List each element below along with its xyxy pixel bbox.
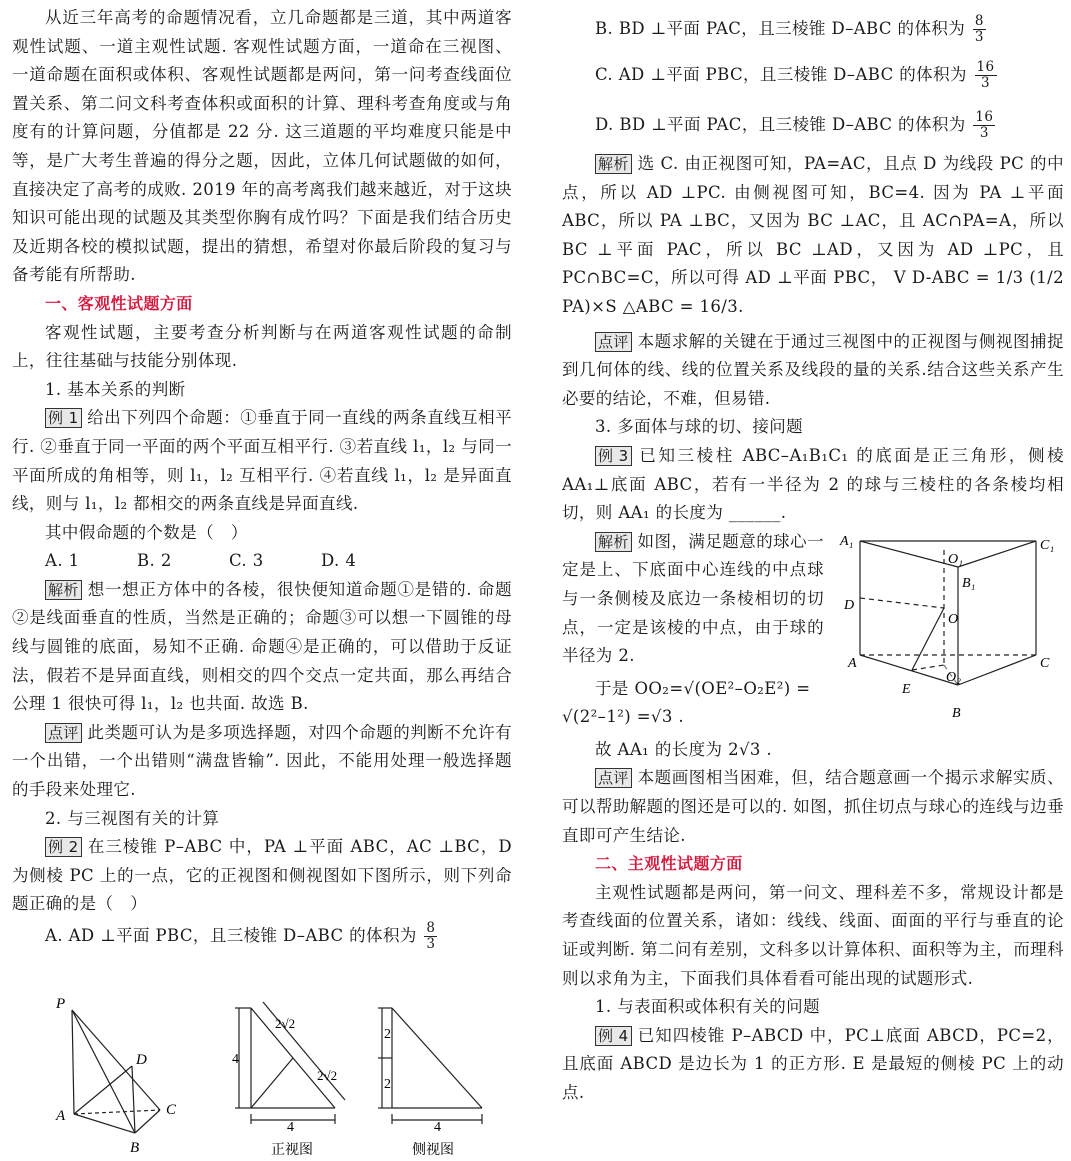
- option-a-text: A. AD ⊥平面 PBC，且三棱锥 D–ABC 的体积为: [45, 926, 417, 945]
- example1-review: [12, 719, 512, 805]
- example3-review: [562, 764, 1064, 850]
- section2-body: 主观性试题都是两问，第一问文、理科差不多，常规设计都是考查线面的位置关系，诸如：线线、线面、面面的平行与垂直的论证或判断. 第二问有差别，文科多以计算体积、面积等为主，而理科则以求角为主，下面我们具体看看可能出现的试题形式.: [562, 882, 1064, 988]
- example1-solution: [12, 576, 512, 719]
- pyramid-figure: [48, 990, 198, 1155]
- label-4-vertical: 4: [232, 1052, 239, 1067]
- subheading-three-views: 2. 与三视图有关的计算: [45, 808, 220, 828]
- prism-label-c: C: [1040, 656, 1050, 671]
- example3-answer: 故 AA₁ 的长度为 2√3 .: [595, 739, 773, 759]
- option-a: A. 1: [45, 551, 80, 571]
- option-c: C. 3: [229, 551, 264, 571]
- subheading-sphere: 3. 多面体与球的切、接问题: [595, 417, 804, 437]
- example1-question: 其中假命题的个数是（ ）: [45, 522, 248, 542]
- example1-solution-text: 想一想正方体中的各棱，很快便知道命题①是错的. 命题②是线面垂直的性质，当然是正确的；命题③可以想一下圆锥的母线与圆锥的底面，易知不正确. 命题④是正确的，可以借助于反证法，假若不是异面直线，则相交的四个交点一定共面，那么再结合公理 1 很快可得 l₁，l₂ 也共面. 故选 B.: [12, 579, 512, 714]
- fraction-8-3: $\frac{8}{3}$: [426, 920, 436, 952]
- intro-paragraph: 从近三年高考的命题情况看，立几命题都是三道，其中两道客观性试题、一道主观性试题. 客观性试题方面，一道命在三视图、一道命题在面积或体积、客观性试题都是两问，第一问考查线面位置关系、第二问文科考查体积或面积的计算、理科考查角度或与角度有的计算问题，分值都是 22 分. 这三道题的平均难度只能是中等，是广大考生普遍的得分之题，因此，立体几何试题做的如何，直接决定了高考的成败. 2019 年的高考离我们越来越近，对于这块知识可能出现的试题及其类型你胸有成竹吗？下面是我们结合历史及近期各校的模拟试题，提出的猜想，希望对你最后阶段的复习与备考能有所帮助.: [12, 8, 512, 285]
- prism-label-o1: O₁: [948, 552, 963, 567]
- front-view-caption: 正视图: [271, 1142, 313, 1158]
- example2-option-b: [562, 8, 1064, 50]
- example3-body: 已知三棱柱 ABC–A₁B₁C₁ 的底面是正三角形，侧棱 AA₁⊥底面 ABC，若有一半径为 2 的球与三棱柱的各条棱均相切，则 AA₁ 的长度为 ______.: [562, 445, 1064, 523]
- example1-options: [12, 547, 512, 576]
- front-view-figure: [217, 998, 357, 1158]
- solution-tag: 解析: [595, 532, 632, 552]
- review-tag: 点评: [595, 768, 632, 788]
- section-heading-objective: 一、客观性试题方面: [45, 293, 193, 313]
- option-d-text: D. BD ⊥平面 PAC，且三棱锥 D–ABC 的体积为: [595, 115, 966, 134]
- review-tag: 点评: [595, 332, 632, 352]
- label-d: D: [136, 1052, 147, 1068]
- fraction-16-3-c: $\frac{16}{3}$: [976, 59, 995, 91]
- prism-label-b1: B₁: [962, 576, 976, 591]
- example4-body: 已知四棱锥 P–ABCD 中，PC⊥底面 ABCD，PC=2，且底面 ABCD 是边长为 1 的正方形. E 是最短的侧棱 PC 上的动点.: [562, 1025, 1064, 1102]
- example2-volume-formula: V D-ABC = 1/3 (1/2 PA)×S △ABC = 16/3.: [562, 268, 1064, 316]
- prism-label-e: E: [902, 682, 911, 697]
- section-heading-subjective: 二、主观性试题方面: [595, 854, 743, 874]
- subheading-basic-relations: 1. 基本关系的判断: [45, 379, 186, 399]
- solution-tag: 解析: [45, 580, 82, 600]
- example2-solution: [562, 150, 1064, 322]
- label-2r2-upper: 2√2: [275, 1016, 296, 1031]
- example2-option-d: [562, 100, 1064, 150]
- review-tag: 点评: [45, 723, 82, 743]
- label-2r2-lower: 2√2: [317, 1068, 338, 1083]
- label-4-side-bottom: 4: [434, 1120, 441, 1135]
- prism-label-d: D: [844, 598, 855, 613]
- example1-review-text: 此类题可认为是多项选择题，对四个命题的判断不允许有一个出错，一个出错则“满盘皆输”. 因此，不能用处理一般选择题的手段来处理它.: [12, 722, 512, 800]
- example4: [562, 1022, 1064, 1108]
- subheading-area-volume: 1. 与表面积或体积有关的问题: [595, 997, 820, 1017]
- prism-label-c1: C₁: [1040, 538, 1055, 553]
- example3-review-text: 本题画图相当困难，但，结合题意画一个揭示求解实质、可以帮助解题的图还是可以的. 如图，抓住切点与球心的连线与边垂直即可产生结论.: [562, 768, 1064, 845]
- example2-solution-text: 选 C. 由正视图可知，PA=AC，且点 D 为线段 PC 的中点，所以 AD ⊥PC. 由侧视图可知，BC=4. 因为 PA ⊥平面 ABC，所以 PA ⊥BC，又因为 BC ⊥AC，且 AC∩PA=A，所以 BC ⊥平面 PAC，所以 BC ⊥AD，又因为 AD ⊥PC，且 PC∩BC=C，所以可得 AD ⊥平面 PBC，: [562, 154, 1064, 288]
- example3-solution-text: 如图，满足题意的球心一定是上、下底面中心连线的中点球与一条侧棱及底边一条棱相切的切点，一定是该棱的中点，由于球的半径为 2.: [562, 531, 824, 666]
- example4-tag: 例 4: [595, 1026, 632, 1046]
- example2: [12, 833, 512, 919]
- example1: [12, 404, 512, 518]
- side-view-caption: 侧视图: [412, 1142, 454, 1158]
- label-4-bottom: 4: [287, 1120, 294, 1135]
- label-p: P: [56, 996, 66, 1012]
- side-view-figure: [370, 998, 500, 1158]
- example3-calc-2: √(2²–1²) =√3 .: [562, 707, 685, 727]
- example1-body: 给出下列四个命题：①垂直于同一直线的两条直线互相平行. ②垂直于同一平面的两个平面互相平行. ③若直线 l₁，l₂ 与同一平面所成的角相等，则 l₁，l₂ 互相平行. ④若直线 l₁，l₂ 是异面直线，则与 l₁，l₂ 都相交的两条直线是异面直线.: [12, 408, 513, 514]
- example3-calc-1: 于是 OO₂=√(OE²–O₂E²) =: [595, 678, 811, 698]
- example2-review-text: 本题求解的关键在于通过三视图中的正视图与侧视图捕捉到几何体的线、线的位置关系及线段的量的关系.结合这些关系产生必要的结论，不难，但易错.: [562, 331, 1064, 408]
- right-column: [562, 0, 1064, 1108]
- example2-option-a: [12, 921, 512, 952]
- example2-review: [562, 328, 1064, 414]
- example1-tag: 例 1: [45, 408, 82, 428]
- fraction-16-3-d: $\frac{16}{3}$: [975, 109, 994, 141]
- prism-label-o2: O₂: [946, 670, 961, 685]
- example3-solution: [562, 528, 824, 671]
- option-b-text: B. BD ⊥平面 PAC，且三棱锥 D–ABC 的体积为: [595, 19, 966, 38]
- prism-label-a: A: [848, 656, 857, 671]
- label-c: C: [166, 1102, 177, 1118]
- solution-tag: 解析: [595, 154, 632, 174]
- label-2-lower: 2: [384, 1077, 391, 1092]
- prism-label-b: B: [952, 706, 961, 721]
- example2-body: 在三棱锥 P–ABC 中，PA ⊥平面 ABC，AC ⊥BC，D 为侧棱 PC 上的一点，它的正视图和侧视图如下图所示，则下列命题正确的是（ ）: [12, 837, 512, 914]
- option-c-text: C. AD ⊥平面 PBC，且三棱锥 D–ABC 的体积为: [595, 65, 967, 84]
- label-b: B: [130, 1140, 140, 1155]
- example2-option-c: [562, 50, 1064, 100]
- option-d: D. 4: [321, 551, 357, 571]
- example3-solution-block: [562, 528, 824, 732]
- section1-body: 客观性试题，主要考查分析判断与在两道客观性试题的命制上，往往基础与技能分别体现.: [12, 322, 512, 371]
- prism-sphere-figure: [838, 525, 1060, 725]
- fraction-8-3-b: $\frac{8}{3}$: [974, 13, 984, 45]
- example3: [562, 442, 1064, 528]
- example2-tag: 例 2: [45, 837, 82, 857]
- label-2-upper: 2: [384, 1027, 391, 1042]
- label-a: A: [56, 1108, 66, 1124]
- option-b: B. 2: [137, 551, 172, 571]
- example3-tag: 例 3: [595, 446, 632, 466]
- left-column: [12, 0, 513, 1158]
- prism-label-a1: A₁: [840, 534, 854, 549]
- prism-label-o: O: [948, 612, 959, 627]
